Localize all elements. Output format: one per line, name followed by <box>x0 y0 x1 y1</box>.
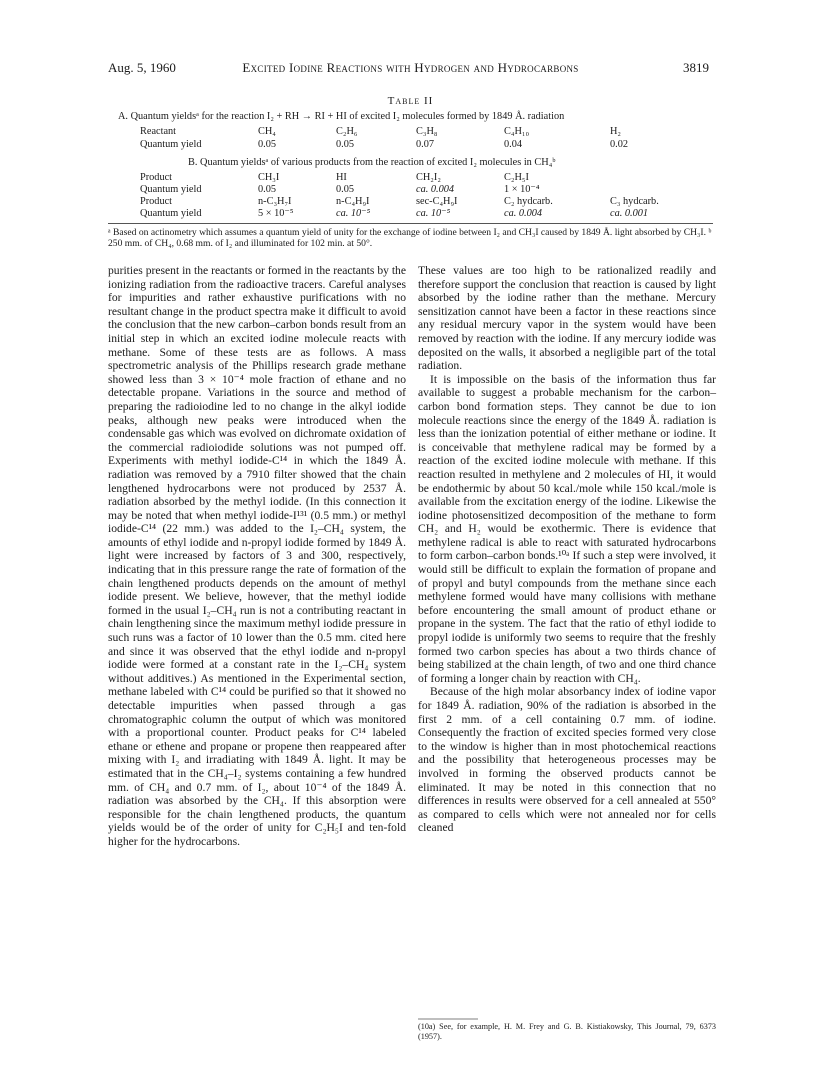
table-cell: C₄H₁₀ <box>504 126 530 137</box>
table-cell: ca. 0.004 <box>504 208 543 219</box>
table-row <box>108 208 708 220</box>
table-cell: ca. 0.004 <box>416 184 455 195</box>
table-cell: 5 × 10⁻⁵ <box>258 208 294 219</box>
footnote: (10a) See, for example, H. M. Frey and G. B. Kistiakowsky, This Journal, 79, 6373 (1957). <box>418 1022 716 1041</box>
table-cell: 0.02 <box>610 139 629 150</box>
table-cell: ca. 10⁻⁵ <box>416 208 451 219</box>
table-cell: n-C₄H₉I <box>336 196 370 207</box>
table-row <box>108 126 708 138</box>
table-cell: Quantum yield <box>140 184 202 195</box>
table-cell: 0.05 <box>336 139 355 150</box>
table-row <box>108 139 708 151</box>
footnote-divider <box>418 1018 716 1020</box>
table-cell: C₂H₆ <box>336 126 358 137</box>
header-title: Excited Iodine Reactions with Hydrogen and Hydrocarbons <box>242 60 579 75</box>
table-cell: n-C₃H₇I <box>258 196 292 207</box>
table-cell: ca. 10⁻⁵ <box>336 208 371 219</box>
table-cell: 0.04 <box>504 139 523 150</box>
page-number: 3819 <box>683 60 709 75</box>
table-title: Table II <box>387 95 434 107</box>
table-cell: 1 × 10⁻⁴ <box>504 184 540 195</box>
left-column <box>108 264 406 849</box>
table-cell: 0.05 <box>258 184 277 195</box>
paragraph: Because of the high molar absorbancy index of iodine vapor for 1849 Å. radiation, 90% of the radiation is absorbed in the first 2 mm. of a cell containing 0.7 mm. of iodine. Consequently the fraction of excited species formed very close to the window is higher than in most photochemical reactions and the possibility that heterogeneous processes may be involved in forming the observed products cannot be eliminated. It may be noted in this connection that no differences in results were observed for a cell annealed at 550° as compared to cells which were not annealed nor for cells cleaned <box>418 685 716 835</box>
paragraph: It is impossible on the basis of the information thus far available to suggest a probable mechanism for the carbon–carbon bond formation steps. They cannot be due to ion molecule reactions since the energy of the 1849 Å. radiation is less than the ionization potential of either methane or iodine. It is conceivable that methylene radical may be formed by a reaction of the excited iodine molecule with methane. If this reaction resulted in methylene and 2 molecules of HI, it would be endothermic by about 50 kcal./mole while 150 kcal./mole is available from the excitation energy of the iodine. Likewise the iodine photosensitized decomposition of the methane to form CH₂ and H₂ would be exothermic. There is evidence that methylene radical is able to react with saturated hydrocarbons to form carbon–carbon bonds.¹⁰ᵃ If such a step were involved, it would still be difficult to explain the formation of propane and of propyl and butyl compounds from the methane since each methylene formed would have many collisions with methane before encountering the small amount of product ethane or propane in the system. The fact that the ratio of ethyl iodide to propyl iodide is uniformly two seems to require that the freshly formed two carbon species has about a two thirds chance of being stabilized at the chain length, of two and one third chance of forming a longer chain by reaction with CH₄. <box>418 372 716 685</box>
table-cell: Reactant <box>140 126 177 137</box>
part-a-caption: A. Quantum yieldsᵃ for the reaction I₂ + RH → RI + HI of excited I₂ molecules formed by 1849 Å. radiation <box>118 111 565 122</box>
table-cell: C₂ hydcarb. <box>504 196 553 207</box>
right-column <box>418 264 716 835</box>
table-cell: Quantum yield <box>140 139 202 150</box>
part-b-caption: B. Quantum yieldsᵃ of various products from the reaction of excited I₂ molecules in CH₄ᵇ <box>188 157 556 168</box>
table-cell: Product <box>140 172 173 183</box>
table-cell: 0.05 <box>258 139 277 150</box>
table-cell: Product <box>140 196 173 207</box>
table-cell: 0.05 <box>336 184 355 195</box>
table-cell: C₃ hydcarb. <box>610 196 659 207</box>
table-row <box>108 196 708 208</box>
table-cell: C₂H₅I <box>504 172 529 183</box>
table-footnote: ᵃ Based on actinometry which assumes a quantum yield of unity for the exchange of iodine between I₂ and CH₃I caused by 1849 Å. light absorbed by CH₃I. ᵇ 250 mm. of CH₄, 0.68 mm. of I₂ and illuminated for 102 min. at 50°. <box>108 227 712 249</box>
table-row <box>108 184 708 196</box>
header-date: Aug. 5, 1960 <box>108 60 176 75</box>
table-cell: Quantum yield <box>140 208 202 219</box>
table-cell: CH₄ <box>258 126 276 137</box>
table-cell: HI <box>336 172 347 183</box>
table-cell: CH₃I <box>258 172 280 183</box>
table-cell: 0.07 <box>416 139 435 150</box>
table-cell: CH₂I₂ <box>416 172 441 183</box>
table-cell: C₃H₈ <box>416 126 438 137</box>
table-row <box>108 172 708 184</box>
table-cell: ca. 0.001 <box>610 208 649 219</box>
paragraph: purities present in the reactants or formed in the reactants by the ionizing radiation from the radioactive tracers. Careful analyses for impurities and rather exhaustive purifications with no resultant change in the product spectra make it difficult to avoid the conclusion that the new carbon–carbon bonds result from an initial step in which an excited iodine molecule reacts with methane. Some of these tests are as follows. A mass spectrometric analysis of the Phillips research grade methane showed less than 3 × 10⁻⁴ mole fraction of ethane and no detectable propane. Variations in the source and method of preparing the radioiodine led to no change in the alkyl iodide peaks, although new peaks were introduced when the condensable gas which was evolved on dichromate oxidation of the commercial radioiodide solutions was not pumped off. Experiments with methyl iodide-C¹⁴ in which the 1849 Å. radiation was removed by a 7910 filter showed that the chain lengthened hydrocarbons were not produced by 2537 Å. radiation absorbed by the methyl iodide. (In this connection it may be noted that when methyl iodide-I¹³¹ (0.5 mm.) or methyl iodide-C¹⁴ (22 mm.) was added to the I₂–CH₄ system, the amounts of ethyl iodide and n-propyl iodide formed by 1849 Å. light were increased by factors of 3 and 300, respectively, indicating that in this pressure range the rate of formation of the chain lengthened products depends on the amount of methyl iodide present. We believe, however, that the methyl iodide formed in the usual I₂–CH₄ run is not a contributing reactant in chain lengthening since the maximum methyl iodide pressure in such runs was a factor of 10 lower than the 0.5 mm. cited here and since it was observed that the ethyl iodide and n-propyl iodide were formed at a constant rate in the I₂–CH₄ system without additives.) As mentioned in the Experimental section, methane labeled with C¹⁴ could be purified so that it showed no detectable impurities when passed through a gas chromatographic column the output of which was monitored with a proportional counter. Product peaks for C¹⁴ labeled ethane or ethene and propane or propene then reappeared after mixing with I₂ and irradiating with 1849 Å. light. It may be estimated that in the CH₄–I₂ systems containing a few hundred mm. of CH₄ and 0.7 mm. of I₂, about 10⁻⁴ of the 1849 Å. radiation was absorbed by the CH₄. If this absorption were responsible for the chain lengthened products, the quantum yields would be of the order of unity for C₂H₅I and ten-fold higher for the hydrocarbons. <box>108 264 406 848</box>
table-cell: sec-C₄H₉I <box>416 196 458 207</box>
paragraph: These values are too high to be rationalized readily and therefore support the conclusion that reaction is caused by light absorbed by the iodine rather than the methane. Mercury sensitization cannot have been a factor in these reactions since any residual mercury vapor in the system would have been removed by reaction with the iodine. If any mercury iodide was deposited on the walls, it absorbed a negligible part of the total radiation. <box>418 264 716 373</box>
table-cell: H₂ <box>610 126 622 137</box>
table-rule <box>108 223 713 224</box>
